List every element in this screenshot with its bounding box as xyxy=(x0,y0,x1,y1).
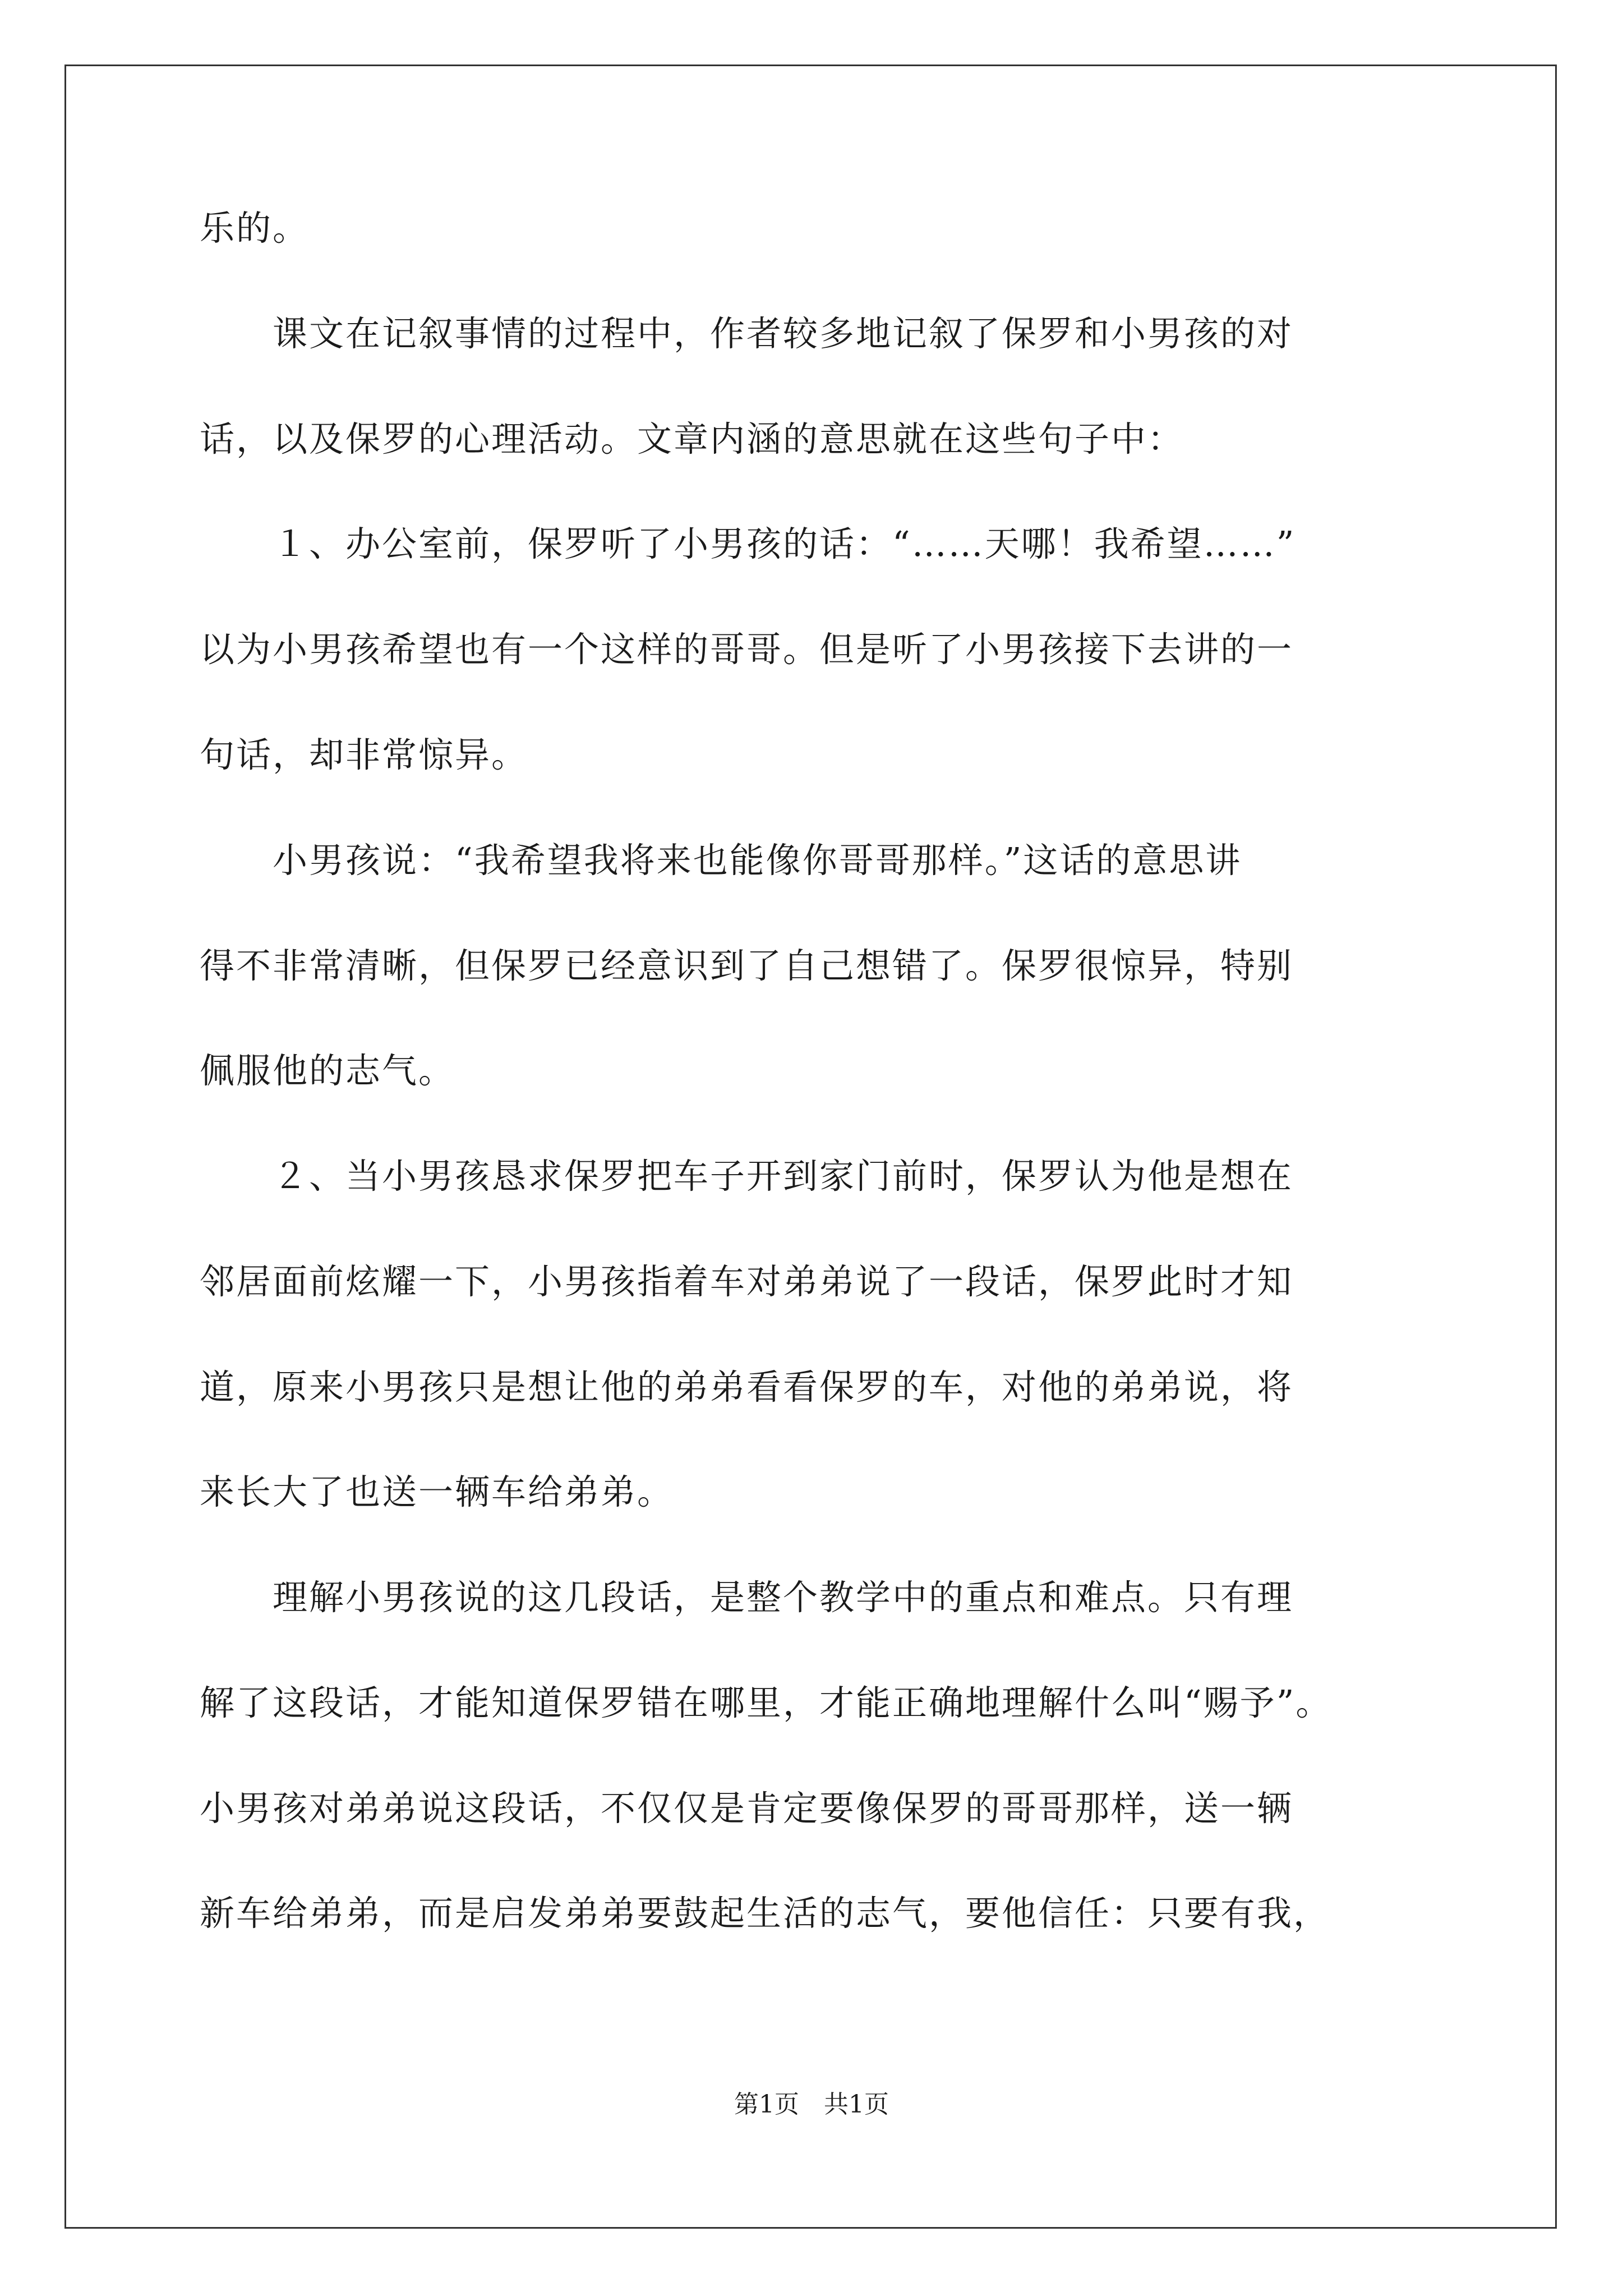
text-line: 话，以及保罗的心理活动。文章内涵的意思就在这些句子中： xyxy=(200,418,1184,459)
text-line: 小男孩对弟弟说这段话，不仅仅是肯定要像保罗的哥哥那样，送一辆 xyxy=(200,1788,1294,1829)
text-line: １、办公室前，保罗听了小男孩的话：“……天哪！我希望……” xyxy=(200,523,1296,564)
text-line: 新车给弟弟，而是启发弟弟要鼓起生活的志气，要他信任：只要有我， xyxy=(200,1893,1330,1934)
text-line: 乐的。 xyxy=(200,208,310,249)
text-line: 句话，却非常惊异。 xyxy=(200,734,528,775)
text-line: 邻居面前炫耀一下，小男孩指着车对弟弟说了一段话，保罗此时才知 xyxy=(200,1261,1294,1302)
page-footer: 第1页 共1页 xyxy=(734,2090,889,2119)
text-line: 道，原来小男孩只是想让他的弟弟看看保罗的车，对他的弟弟说，将 xyxy=(200,1366,1294,1407)
text-line: 佩服他的志气。 xyxy=(200,1050,455,1091)
text-line: 理解小男孩说的这几段话，是整个教学中的重点和难点。只有理 xyxy=(200,1577,1294,1618)
text-line: 课文在记叙事情的过程中，作者较多地记叙了保罗和小男孩的对 xyxy=(200,313,1294,354)
text-line: 解了这段话，才能知道保罗错在哪里，才能正确地理解什么叫“赐予”。 xyxy=(200,1682,1332,1723)
text-line: 小男孩说：“我希望我将来也能像你哥哥那样。”这话的意思讲 xyxy=(200,840,1242,881)
text-line: 来长大了也送一辆车给弟弟。 xyxy=(200,1471,674,1512)
text-line: 得不非常清晰，但保罗已经意识到了自己想错了。保罗很惊异，特别 xyxy=(200,945,1294,986)
text-line: ２、当小男孩恳求保罗把车子开到家门前时，保罗认为他是想在 xyxy=(200,1156,1294,1197)
text-line: 以为小男孩希望也有一个这样的哥哥。但是听了小男孩接下去讲的一 xyxy=(200,629,1294,670)
